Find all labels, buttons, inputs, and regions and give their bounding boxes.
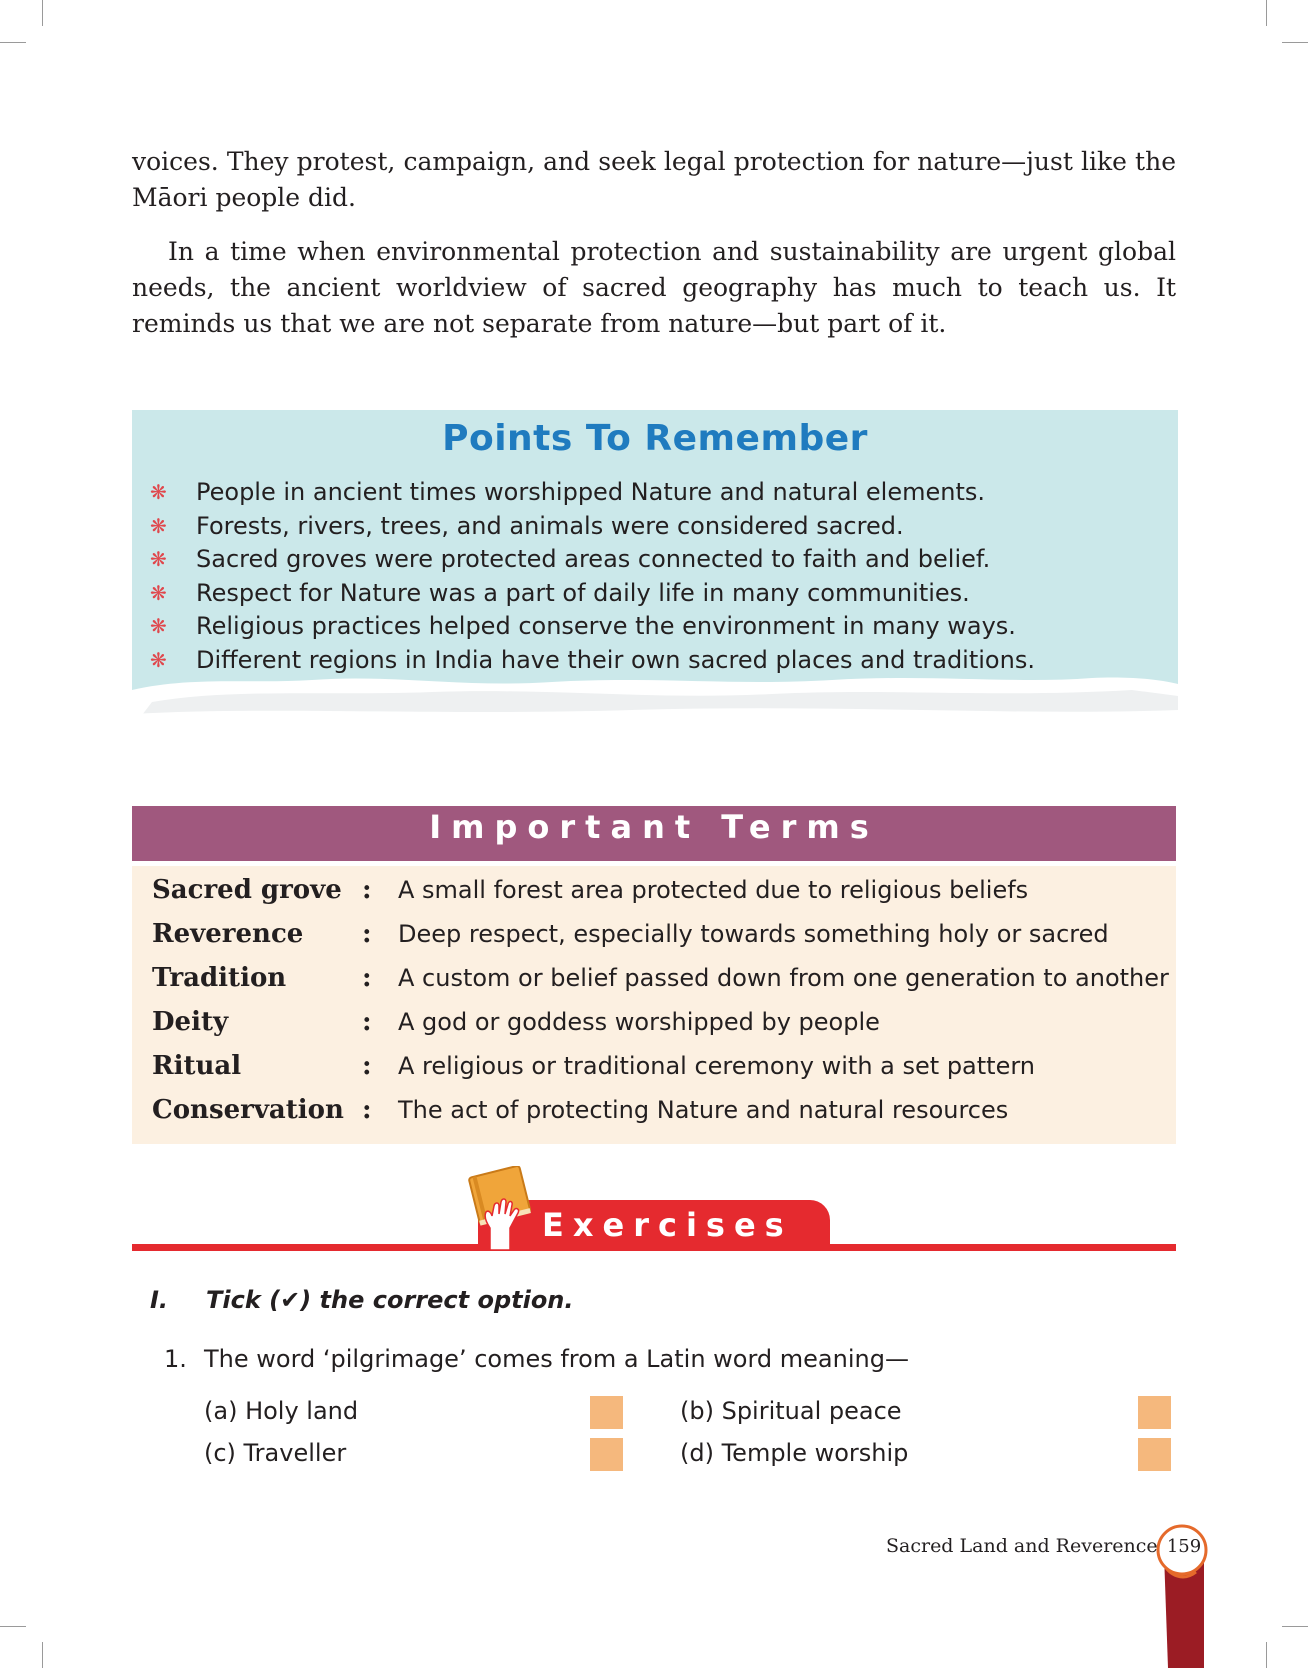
term-name: Reverence <box>152 919 304 949</box>
points-list <box>150 476 1035 678</box>
term-separator: : <box>362 963 372 993</box>
option-b: (b) Spiritual peace <box>680 1397 902 1425</box>
term-separator: : <box>362 1051 372 1081</box>
term-separator: : <box>362 1095 372 1125</box>
crop-mark <box>1282 42 1308 43</box>
list-item: ❋ Sacred groves were protected areas connected to faith and belief. <box>150 543 1035 577</box>
body-paragraph: voices. They protest, campaign, and seek legal protection for nature—just like the Māori people did. <box>132 147 1176 212</box>
term-name: Conservation <box>152 1095 344 1125</box>
term-name: Tradition <box>152 963 287 993</box>
points-to-remember-box <box>132 410 1178 728</box>
flower-bullet-icon: ❋ <box>150 580 167 605</box>
page-number: 159 <box>1166 1536 1202 1557</box>
table-row <box>132 1088 1176 1132</box>
list-item: ❋ People in ancient times worshipped Nature and natural elements. <box>150 476 1035 510</box>
important-terms-title: Important Terms <box>132 806 1176 861</box>
crop-mark <box>1266 1642 1267 1668</box>
question-text: The word ‘pilgrimage’ comes from a Latin word meaning— <box>204 1345 909 1373</box>
tick-box-d[interactable] <box>1138 1438 1171 1471</box>
points-to-remember-title: Points To Remember <box>442 418 868 459</box>
term-definition: A custom or belief passed down from one generation to another <box>398 964 1169 992</box>
flower-bullet-icon: ❋ <box>150 614 167 639</box>
term-separator: : <box>362 919 372 949</box>
chapter-title-footer: Sacred Land and Reverence <box>886 1535 1158 1557</box>
table-row <box>132 912 1176 956</box>
hand-holding-book-icon <box>468 1166 540 1250</box>
section-instruction: Tick (✔) the correct option. <box>206 1286 574 1314</box>
important-terms-table <box>132 866 1176 1144</box>
option-c: (c) Traveller <box>204 1439 347 1467</box>
term-separator: : <box>362 875 372 905</box>
question-number: 1. <box>164 1345 187 1373</box>
section-number: I. <box>150 1286 169 1314</box>
question <box>164 1345 909 1373</box>
flower-bullet-icon: ❋ <box>150 547 167 572</box>
flower-bullet-icon: ❋ <box>150 513 167 538</box>
term-definition: The act of protecting Nature and natural resources <box>398 1096 1009 1124</box>
body-paragraph: In a time when environmental protection and sustainability are urgent global needs, the ancient worldview of sacred geography has much to teach us. It reminds us that we are not separate from nature—but part of it. <box>132 237 1176 338</box>
flower-bullet-icon: ❋ <box>150 480 167 504</box>
term-definition: Deep respect, especially towards something holy or sacred <box>398 920 1109 948</box>
term-name: Ritual <box>152 1051 242 1081</box>
tick-box-c[interactable] <box>590 1438 623 1471</box>
snow-ground-decoration <box>132 670 1178 728</box>
crop-mark <box>42 1642 43 1668</box>
list-item: ❋ Forests, rivers, trees, and animals were considered sacred. <box>150 510 1035 544</box>
term-definition: A small forest area protected due to religious beliefs <box>398 876 1029 904</box>
section-heading <box>150 1286 574 1314</box>
list-item: ❋ Different regions in India have their own sacred places and traditions. <box>150 644 1035 678</box>
crop-mark <box>0 42 26 43</box>
crop-mark <box>42 0 43 26</box>
tick-box-a[interactable] <box>590 1396 623 1429</box>
term-name: Sacred grove <box>152 875 342 905</box>
tick-box-b[interactable] <box>1138 1396 1171 1429</box>
term-definition: A religious or traditional ceremony with a set pattern <box>398 1052 1036 1080</box>
table-row <box>132 868 1176 912</box>
list-item: ❋ Respect for Nature was a part of daily life in many communities. <box>150 577 1035 611</box>
term-name: Deity <box>152 1007 229 1037</box>
table-row <box>132 1044 1176 1088</box>
term-definition: A god or goddess worshipped by people <box>398 1008 880 1036</box>
exercises-title: Exercises <box>542 1206 793 1244</box>
term-separator: : <box>362 1007 372 1037</box>
table-row <box>132 1000 1176 1044</box>
crop-mark <box>1266 0 1267 26</box>
option-a: (a) Holy land <box>204 1397 359 1425</box>
list-item: ❋ Religious practices helped conserve the environment in many ways. <box>150 610 1035 644</box>
crop-mark <box>1282 1626 1308 1627</box>
option-d: (d) Temple worship <box>680 1439 909 1467</box>
table-row <box>132 956 1176 1000</box>
flower-bullet-icon: ❋ <box>150 647 167 672</box>
crop-mark <box>0 1626 26 1627</box>
